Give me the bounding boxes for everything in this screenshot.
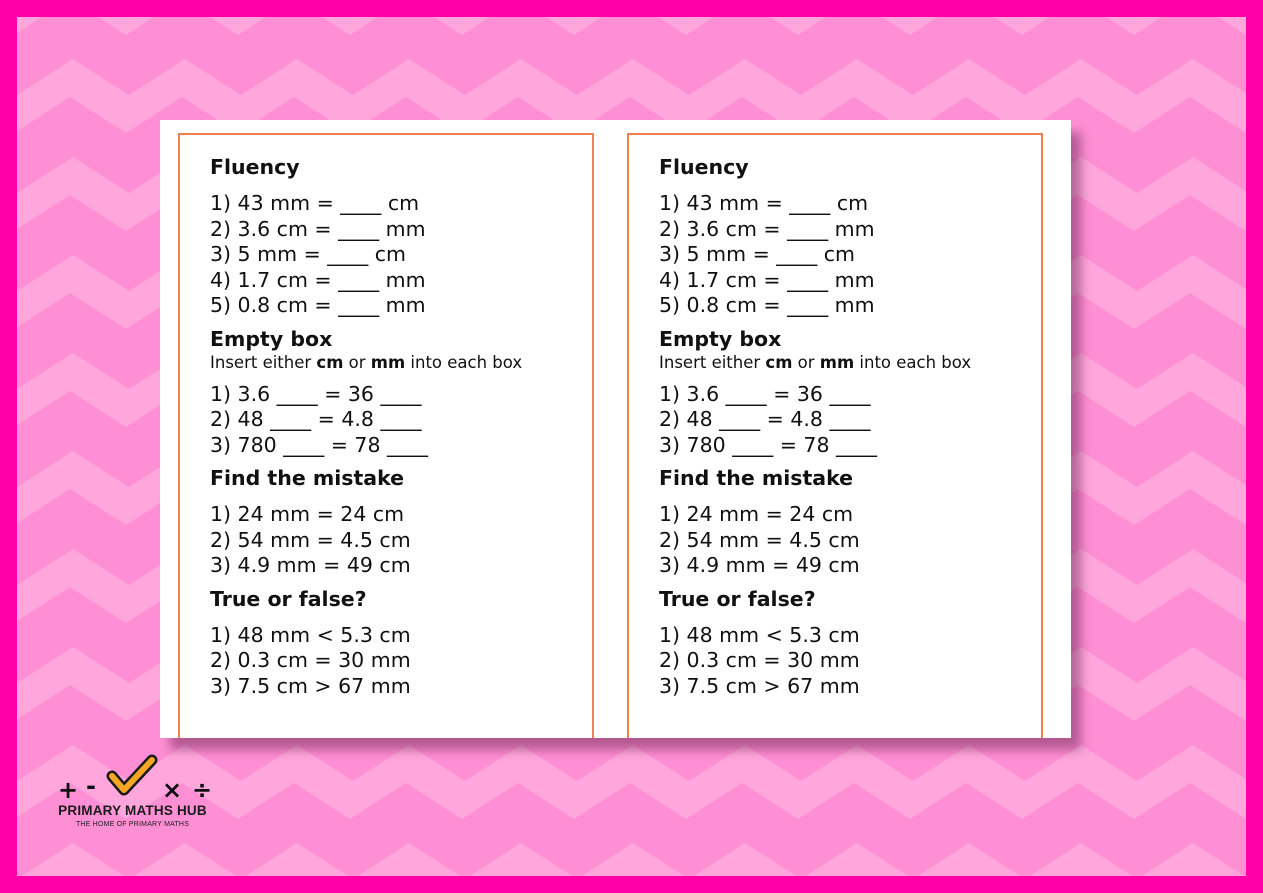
minus-icon: - bbox=[86, 772, 96, 800]
find-mistake-questions bbox=[659, 502, 1029, 579]
find-mistake-heading: Find the mistake bbox=[659, 466, 854, 490]
fluency-question: 4) 1.7 cm = ____ mm bbox=[659, 267, 875, 292]
empty-box-instruction bbox=[659, 352, 1029, 374]
instruction-suffix: into each box bbox=[405, 352, 523, 372]
find-mistake-question: 3) 4.9 mm = 49 cm bbox=[210, 553, 411, 577]
find-mistake-heading: Find the mistake bbox=[210, 466, 405, 490]
true-false-heading: True or false? bbox=[210, 586, 367, 611]
fluency-question: 1) 43 mm = ____ cm bbox=[210, 191, 420, 215]
logo-tagline: THE HOME OF PRIMARY MATHS bbox=[75, 821, 190, 828]
worksheet-card-left bbox=[178, 133, 594, 738]
empty-box-questions bbox=[659, 382, 1029, 459]
instruction-unit-cm: cm bbox=[765, 352, 793, 372]
fluency-question: 5) 0.8 cm = ____ mm bbox=[659, 293, 875, 317]
find-mistake-question: 1) 24 mm = 24 cm bbox=[210, 502, 405, 526]
fluency-heading: Fluency bbox=[210, 155, 300, 179]
fluency-question: 5) 0.8 cm = ____ mm bbox=[210, 293, 426, 317]
true-false-question: 1) 48 mm < 5.3 cm bbox=[659, 622, 860, 647]
fluency-question: 3) 5 mm = ____ cm bbox=[659, 242, 856, 266]
true-false-question: 1) 48 mm < 5.3 cm bbox=[210, 622, 411, 647]
instruction-suffix: into each box bbox=[854, 352, 972, 372]
empty-box-heading: Empty box bbox=[210, 326, 333, 351]
fluency-heading: Fluency bbox=[659, 155, 749, 179]
primary-maths-hub-logo bbox=[40, 752, 225, 832]
instruction-middle: or bbox=[343, 352, 371, 372]
find-mistake-questions bbox=[210, 502, 580, 579]
true-false-question: 3) 7.5 cm > 67 mm bbox=[210, 673, 411, 698]
empty-box-question: 3) 780 ____ = 78 ____ bbox=[659, 432, 878, 457]
empty-box-instruction bbox=[210, 352, 580, 374]
fluency-question: 3) 5 mm = ____ cm bbox=[210, 242, 407, 266]
fluency-question: 4) 1.7 cm = ____ mm bbox=[210, 267, 426, 292]
find-mistake-question: 2) 54 mm = 4.5 cm bbox=[210, 527, 411, 552]
instruction-unit-cm: cm bbox=[316, 352, 344, 372]
empty-box-heading: Empty box bbox=[659, 326, 782, 351]
times-icon: × bbox=[162, 776, 183, 802]
fluency-questions bbox=[659, 191, 1029, 319]
worksheet-card-right bbox=[627, 133, 1043, 738]
instruction-middle: or bbox=[792, 352, 820, 372]
logo-symbols bbox=[40, 752, 225, 802]
empty-box-question: 2) 48 ____ = 4.8 ____ bbox=[659, 407, 871, 431]
empty-box-questions bbox=[210, 382, 580, 459]
instruction-prefix: Insert either bbox=[659, 352, 766, 372]
plus-icon: + bbox=[58, 776, 79, 802]
instruction-unit-mm: mm bbox=[819, 352, 855, 372]
true-false-question: 3) 7.5 cm > 67 mm bbox=[659, 673, 860, 698]
fluency-question: 2) 3.6 cm = ____ mm bbox=[210, 216, 426, 241]
true-false-question: 2) 0.3 cm = 30 mm bbox=[659, 648, 860, 672]
find-mistake-question: 3) 4.9 mm = 49 cm bbox=[659, 553, 860, 577]
empty-box-question: 1) 3.6 ____ = 36 ____ bbox=[210, 381, 422, 406]
chevron-stripe bbox=[17, 17, 1246, 35]
instruction-unit-mm: mm bbox=[370, 352, 406, 372]
find-mistake-question: 2) 54 mm = 4.5 cm bbox=[659, 527, 860, 552]
empty-box-question: 3) 780 ____ = 78 ____ bbox=[210, 432, 429, 457]
empty-box-question: 2) 48 ____ = 4.8 ____ bbox=[210, 407, 422, 431]
true-false-question: 2) 0.3 cm = 30 mm bbox=[210, 648, 411, 672]
instruction-prefix: Insert either bbox=[210, 352, 317, 372]
fluency-question: 2) 3.6 cm = ____ mm bbox=[659, 216, 875, 241]
true-false-heading: True or false? bbox=[659, 586, 816, 611]
empty-box-question: 1) 3.6 ____ = 36 ____ bbox=[659, 381, 871, 406]
worksheet-preview bbox=[160, 120, 1071, 738]
fluency-questions bbox=[210, 191, 580, 319]
find-mistake-question: 1) 24 mm = 24 cm bbox=[659, 502, 854, 526]
fluency-question: 1) 43 mm = ____ cm bbox=[659, 191, 869, 215]
true-false-questions bbox=[659, 623, 1029, 700]
logo-name: PRIMARY MATHS HUB bbox=[58, 803, 207, 818]
true-false-questions bbox=[210, 623, 580, 700]
divide-icon: ÷ bbox=[192, 776, 213, 802]
chevron-stripe bbox=[17, 843, 1246, 876]
check-mark-icon bbox=[112, 760, 152, 790]
